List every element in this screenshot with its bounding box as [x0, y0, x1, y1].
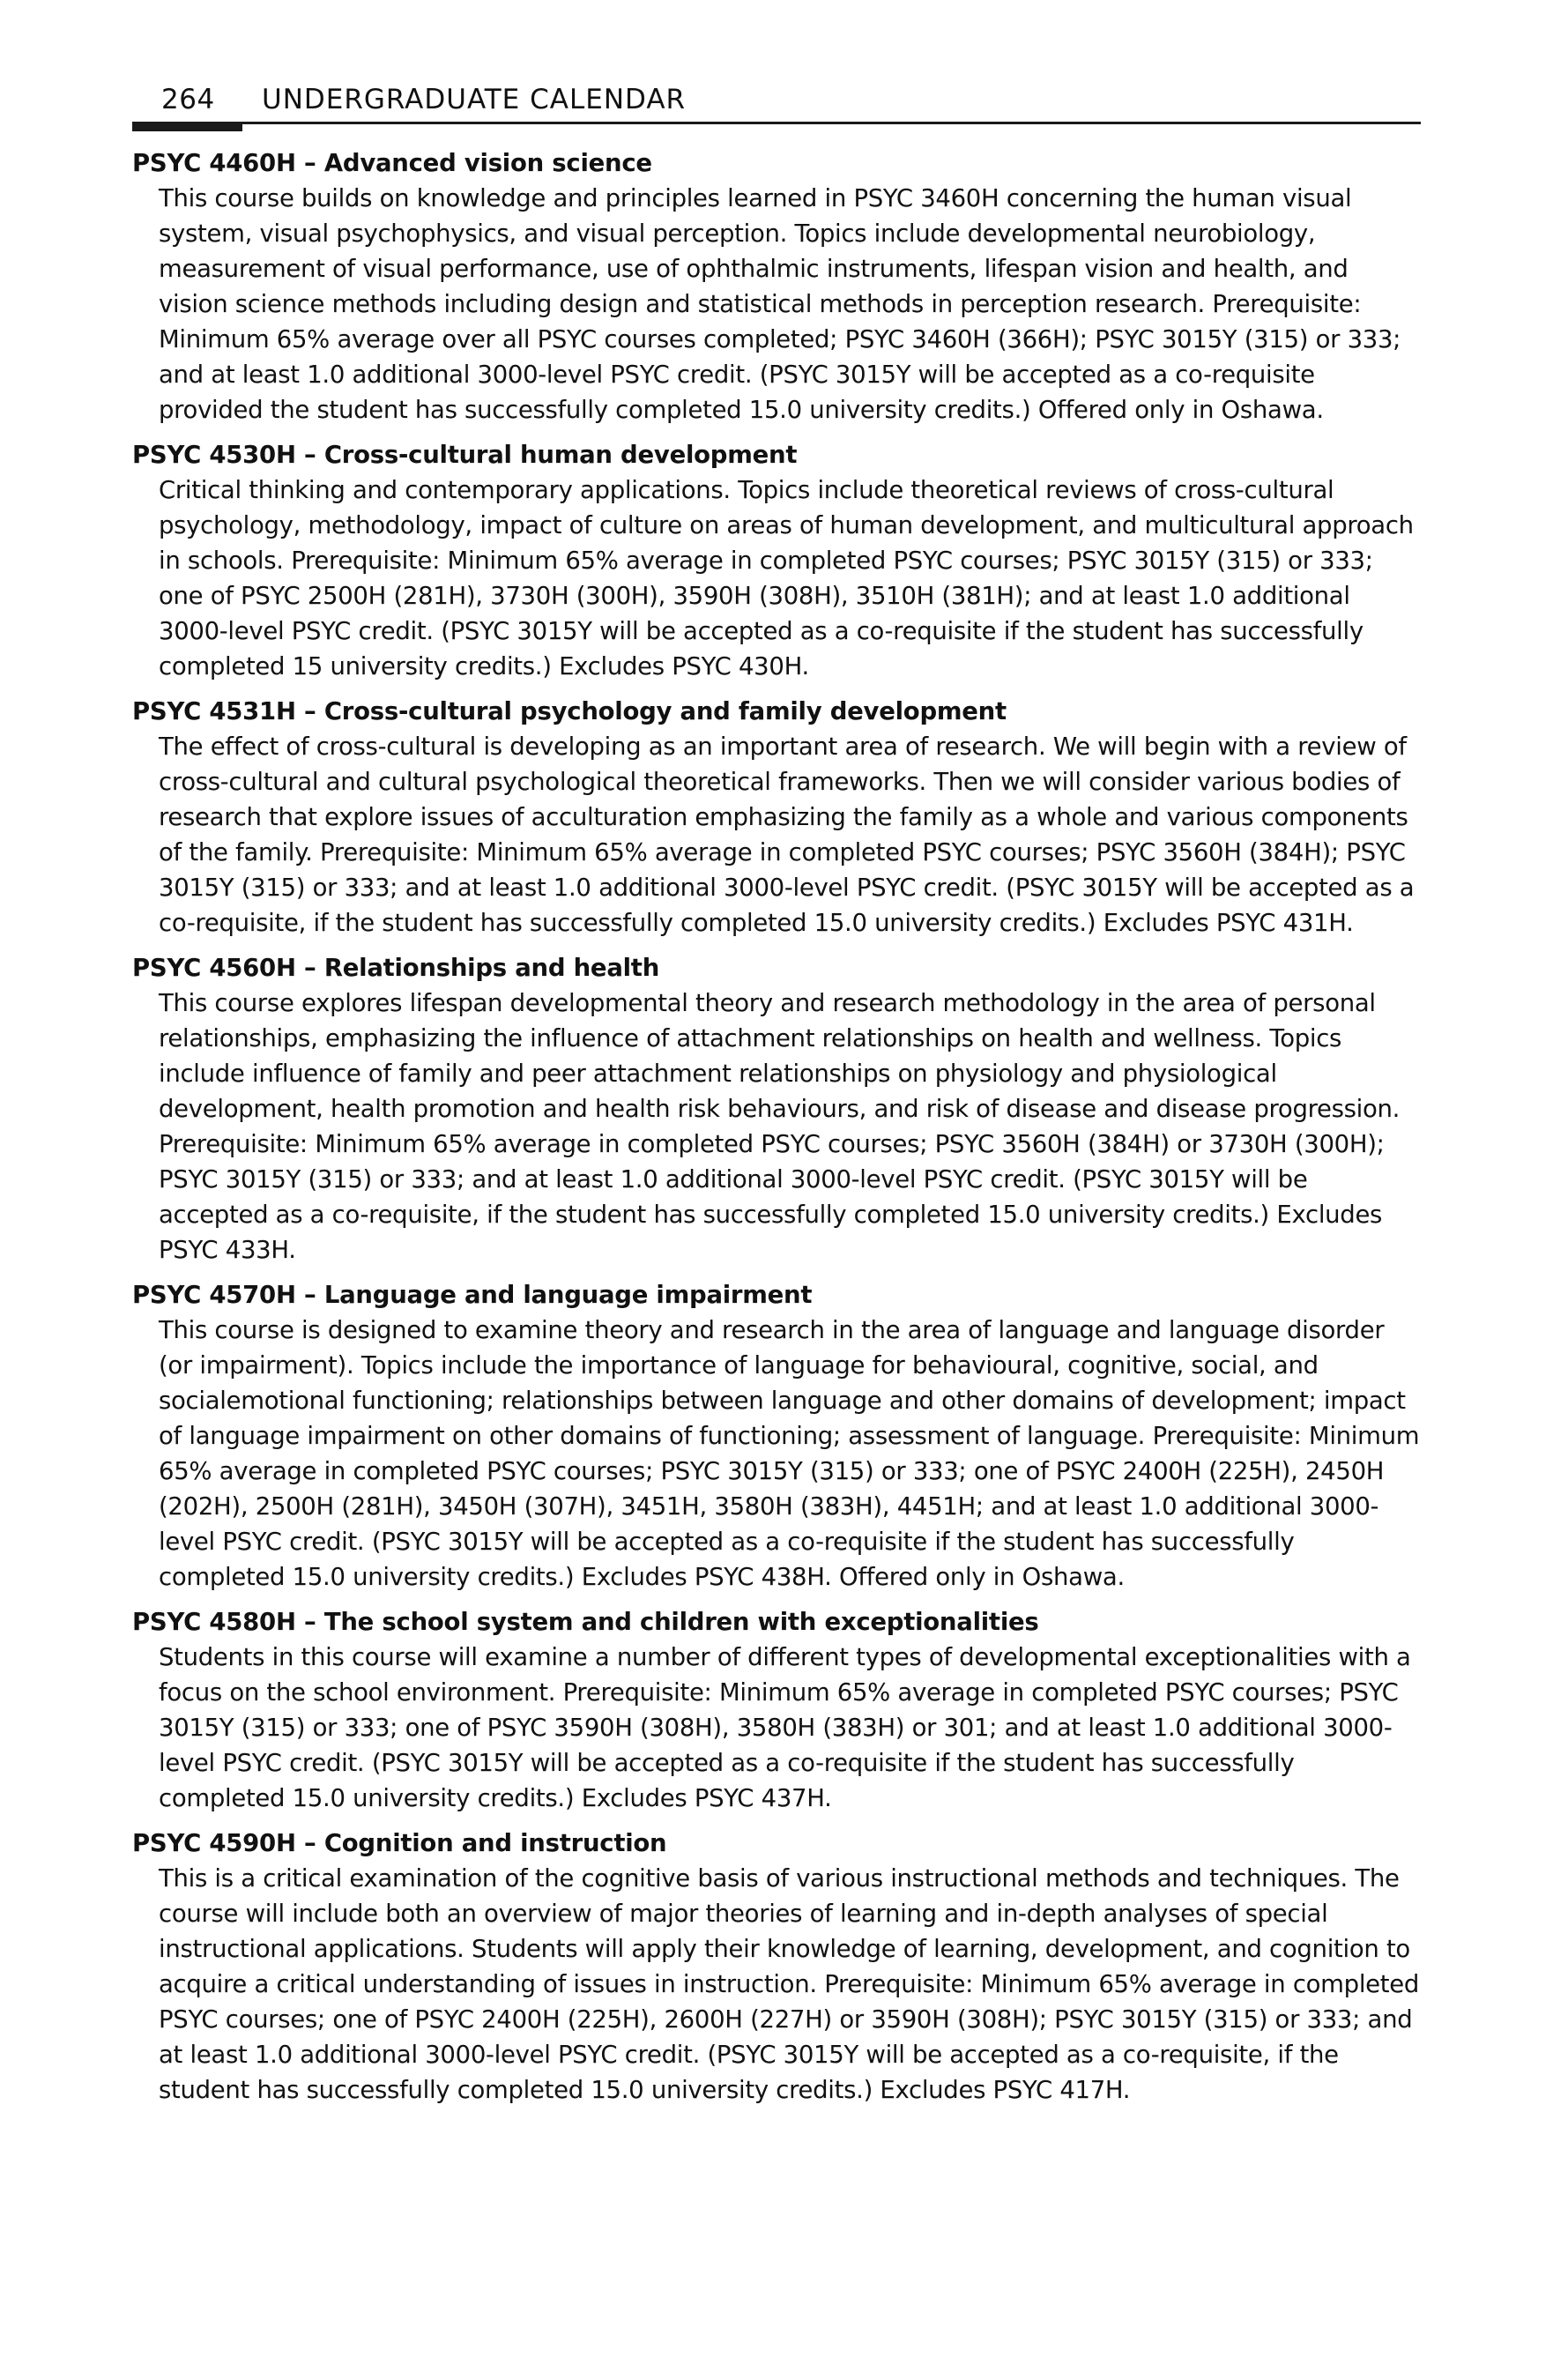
course-description: Students in this course will examine a number of different types of developmental exceptionalities with a focus on the school environment. Prerequisite: Minimum 65% average in completed PSYC courses; PSYC 3015Y (315) or 333; one of PSYC 3590H (308H), 3580H (383H) or 301; and at least 1.0 additional 3000-level PSYC credit. (PSYC 3015Y will be accepted as a co-requisite if the student has successfully completed 15.0 university credits.) Excludes PSYC 437H.	[159, 1643, 1411, 1812]
course-title: PSYC 4590H – Cognition and instruction	[132, 1829, 667, 1857]
header-rule	[132, 122, 1421, 124]
course-entry-psyc-4580h	[132, 1604, 1421, 1816]
course-entry-psyc-4590h	[132, 1826, 1421, 2108]
course-entry-psyc-4530h	[132, 437, 1421, 684]
course-entry-psyc-4531h	[132, 694, 1421, 941]
running-header	[132, 72, 1421, 127]
course-description: This course builds on knowledge and principles learned in PSYC 3460H concerning the human visual system, visual psychophysics, and visual perception. Topics include developmental neurobiology, measurement of visual performance, use of ophthalmic instruments, lifespan vision and health, and vision science methods including design and statistical methods in perception research. Prerequisite: Minimum 65% average over all PSYC courses completed; PSYC 3460H (366H); PSYC 3015Y (315) or 333; and at least 1.0 additional 3000-level PSYC credit. (PSYC 3015Y will be accepted as a co-requisite provided the student has successfully completed 15.0 university credits.) Offered only in Oshawa.	[159, 184, 1401, 424]
course-title: PSYC 4560H – Relationships and health	[132, 954, 660, 982]
calendar-title: UNDERGRADUATE CALENDAR	[262, 84, 687, 115]
course-description: This course is designed to examine theory and research in the area of language and language disorder (or impairment). Topics include the importance of language for behavioural, cognitive, social, and socialemotional functioning; relationships between language and other domains of development; impact of language impairment on other domains of functioning; assessment of language. Prerequisite: Minimum 65% average in completed PSYC courses; PSYC 3015Y (315) or 333; one of PSYC 2400H (225H), 2450H (202H), 2500H (281H), 3450H (307H), 3451H, 3580H (383H), 4451H; and at least 1.0 additional 3000-level PSYC credit. (PSYC 3015Y will be accepted as a co-requisite if the student has successfully completed 15.0 university credits.) Excludes PSYC 438H. Offered only in Oshawa.	[159, 1316, 1420, 1591]
course-title: PSYC 4580H – The school system and children with exceptionalities	[132, 1608, 1039, 1636]
page-number: 264	[161, 84, 215, 115]
course-title: PSYC 4530H – Cross-cultural human development	[132, 441, 798, 469]
course-list	[132, 145, 1421, 2108]
course-title: PSYC 4460H – Advanced vision science	[132, 149, 652, 177]
course-description: This is a critical examination of the cognitive basis of various instructional methods and techniques. The course will include both an overview of major theories of learning and in-depth analyses of special instructional applications. Students will apply their knowledge of learning, development, and cognition to acquire a critical understanding of issues in instruction. Prerequisite: Minimum 65% average in completed PSYC courses; one of PSYC 2400H (225H), 2600H (227H) or 3590H (308H); PSYC 3015Y (315) or 333; and at least 1.0 additional 3000-level PSYC credit. (PSYC 3015Y will be accepted as a co-requisite, if the student has successfully completed 15.0 university credits.) Excludes PSYC 417H.	[159, 1864, 1420, 2104]
course-title: PSYC 4531H – Cross-cultural psychology and family development	[132, 697, 1007, 725]
course-entry-psyc-4570h	[132, 1277, 1421, 1595]
calendar-page	[132, 72, 1421, 2117]
course-description: This course explores lifespan developmental theory and research methodology in the area of personal relationships, emphasizing the influence of attachment relationships on health and wellness. Topics include influence of family and peer attachment relationships on physiology and physiological development, health promotion and health risk behaviours, and risk of disease and disease progression. Prerequisite: Minimum 65% average in completed PSYC courses; PSYC 3560H (384H) or 3730H (300H); PSYC 3015Y (315) or 333; and at least 1.0 additional 3000-level PSYC credit. (PSYC 3015Y will be accepted as a co-requisite, if the student has successfully completed 15.0 university credits.) Excludes PSYC 433H.	[159, 989, 1401, 1264]
course-description: The effect of cross-cultural is developing as an important area of research. We will begin with a review of cross-cultural and cultural psychological theoretical frameworks. Then we will consider various bodies of research that explore issues of acculturation emphasizing the family as a whole and various components of the family. Prerequisite: Minimum 65% average in completed PSYC courses; PSYC 3560H (384H); PSYC 3015Y (315) or 333; and at least 1.0 additional 3000-level PSYC credit. (PSYC 3015Y will be accepted as a co-requisite, if the student has successfully completed 15.0 university credits.) Excludes PSYC 431H.	[159, 733, 1415, 937]
course-title: PSYC 4570H – Language and language impairment	[132, 1281, 813, 1309]
course-entry-psyc-4560h	[132, 950, 1421, 1268]
course-description: Critical thinking and contemporary applications. Topics include theoretical reviews of cross-cultural psychology, methodology, impact of culture on areas of human development, and multicultural approach in schools. Prerequisite: Minimum 65% average in completed PSYC courses; PSYC 3015Y (315) or 333; one of PSYC 2500H (281H), 3730H (300H), 3590H (308H), 3510H (381H); and at least 1.0 additional 3000-level PSYC credit. (PSYC 3015Y will be accepted as a co-requisite if the student has successfully completed 15 university credits.) Excludes PSYC 430H.	[159, 476, 1414, 681]
course-entry-psyc-4460h	[132, 145, 1421, 428]
